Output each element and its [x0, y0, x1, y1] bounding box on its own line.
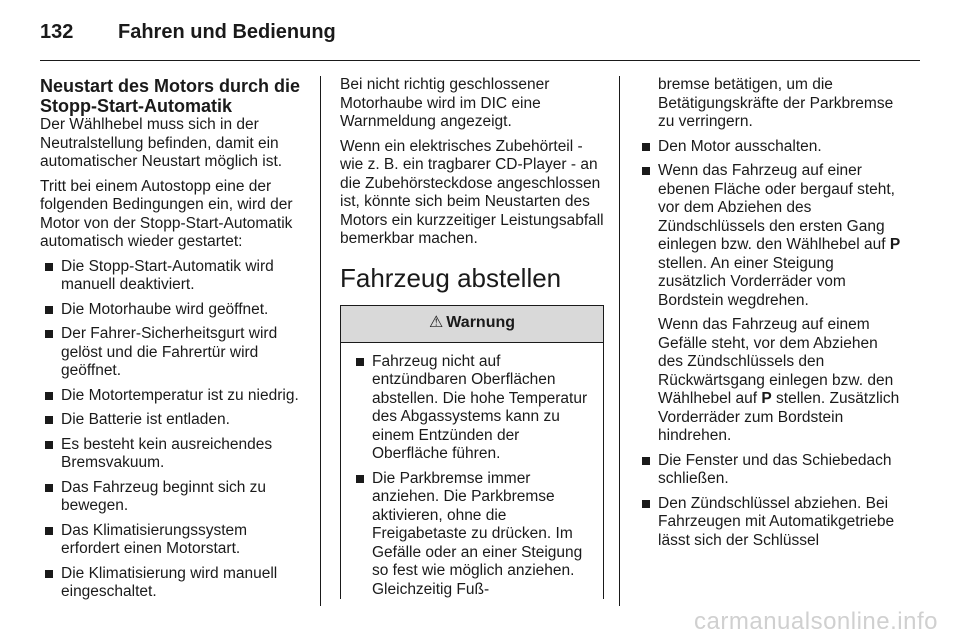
list-item: [40, 411, 304, 430]
list-item-text: Die Stopp-Start-Automatik wird manuell deaktiviert.: [61, 257, 274, 293]
list-item-text-end: stellen. An einer Steigung zusätzlich Vorderräder vom Bordstein wegdrehen.: [658, 254, 846, 309]
list-item-text: Das Fahrzeug beginnt sich zu bewegen.: [61, 478, 267, 514]
list-item-text: Fahrzeug nicht auf entzündbaren Oberflächen abstellen. Die hohe Temperatur des Abgassystems kann zu einem Entzünden der Oberfläche führen.: [372, 352, 588, 462]
paragraph: Wenn ein elektrisches Zubehörteil - wie z. B. ein tragbarer CD-Player - an die Zubehörsteckdose angeschlossen ist, könnte sich beim Neustarten des Motors ein kurzzeitiger Leistungsabfall bemerkbar machen.: [340, 137, 604, 247]
page-header: [40, 16, 920, 54]
list-item: [351, 353, 593, 464]
bullet-icon: [356, 358, 364, 366]
list-item-text: Die Motortemperatur ist zu niedrig.: [61, 386, 299, 404]
bullet-icon: [45, 527, 53, 535]
list-item-text: Die Fenster und das Schiebedach schließen.: [658, 451, 892, 487]
steps-list: [637, 138, 901, 311]
gear-position-p: P: [761, 390, 772, 407]
bullet-icon: [642, 500, 650, 508]
paragraph: Bei nicht richtig geschlossener Motorhaube wird im DIC eine Warnmeldung angezeigt.: [340, 76, 550, 130]
continuation-text: bremse betätigen, um die Betätigungskräfte der Parkbremse zu verringern.: [658, 76, 894, 130]
list-item-text: Den Zündschlüssel abziehen. Bei Fahrzeugen mit Automatikgetriebe lässt sich der Schlüssel: [658, 494, 895, 549]
list-item: [40, 258, 304, 295]
page-number: 132: [40, 21, 74, 43]
list-item: [637, 495, 901, 551]
bullet-icon: [45, 330, 53, 338]
subsection-heading: Neustart des Motors durch die Stopp-Start-Automatik: [40, 76, 301, 116]
bullet-icon: [45, 306, 53, 314]
bullet-icon: [45, 570, 53, 578]
list-item: [40, 522, 304, 559]
paragraph-text-start: Wenn das Fahrzeug auf einem Gefälle steht, vor dem Abziehen des Zündschlüssels den Rückwärtsgang einlegen bzw. den Wählhebel auf: [658, 316, 894, 407]
list-item: [637, 452, 901, 489]
list-item-text-start: Wenn das Fahrzeug auf einer ebenen Fläche oder bergauf steht, vor dem Abziehen des Zündschlüssels den ersten Gang einlegen bzw. den Wählhebel auf: [658, 162, 895, 253]
warning-title: Warnung: [446, 314, 516, 332]
list-item: [40, 387, 304, 406]
column-divider: [619, 76, 620, 606]
conditions-list: [40, 258, 304, 602]
column-2: [340, 76, 604, 605]
column-1: [40, 76, 304, 608]
column-3: [637, 76, 901, 556]
list-item-text: Den Motor ausschalten.: [658, 137, 822, 155]
bullet-icon: [45, 441, 53, 449]
warning-triangle-icon: ⚠: [428, 314, 444, 332]
list-item-text: Es besteht kein ausreichendes Bremsvakuum.: [61, 435, 273, 471]
warning-header: [341, 306, 603, 343]
list-item-text: Der Fahrer-Sicherheitsgurt wird gelöst und die Fahrertür wird geöffnet.: [61, 325, 278, 379]
list-item: [40, 479, 304, 516]
column-divider: [320, 76, 321, 606]
continuation-paragraph: [637, 316, 901, 446]
watermark: carmanualsonline.info: [694, 608, 938, 635]
list-item-text: Das Klimatisierungssystem erfordert einen Motorstart.: [61, 521, 248, 557]
warning-body: [341, 343, 603, 600]
list-item: [40, 325, 304, 381]
list-item: [40, 436, 304, 473]
bullet-icon: [45, 484, 53, 492]
bullet-icon: [356, 475, 364, 483]
bullet-icon: [45, 416, 53, 424]
header-title: Fahren und Bedienung: [118, 21, 336, 43]
steps-list: [637, 452, 901, 551]
list-item-text: Die Motorhaube wird geöffnet.: [61, 300, 269, 318]
warning-box: [340, 305, 604, 600]
section-heading: Fahrzeug abstellen: [340, 262, 562, 293]
list-item-text: Die Klimatisierung wird manuell eingeschaltet.: [61, 564, 278, 600]
bullet-icon: [45, 392, 53, 400]
paragraph-text-end: stellen. Zusätzlich Vorderräder zum Bordstein hindrehen.: [658, 390, 900, 444]
list-item: [351, 470, 593, 600]
list-item: [40, 565, 304, 602]
header-rule: [40, 60, 920, 61]
intro-paragraph: Der Wählhebel muss sich in der Neutralstellung befinden, damit ein automatischer Neustart möglich ist.: [40, 116, 283, 170]
bullet-icon: [45, 263, 53, 271]
list-item: [637, 138, 901, 157]
bullet-icon: [642, 167, 650, 175]
bullet-icon: [642, 457, 650, 465]
list-item-text: Die Batterie ist entladen.: [61, 411, 230, 428]
list-item: [637, 162, 901, 310]
warning-list: [351, 353, 593, 600]
conditions-paragraph: Tritt bei einem Autostopp eine der folgenden Bedingungen ein, wird der Motor von der Stopp-Start-Automatik automatisch wieder gestartet:: [40, 177, 293, 250]
bullet-icon: [642, 143, 650, 151]
list-item: [40, 301, 304, 320]
gear-position-p: P: [889, 236, 901, 253]
list-item-text: Die Parkbremse immer anziehen. Die Parkbremse aktivieren, ohne die Freigabetaste zu drücken. Im Gefälle oder an einer Steigung so fest wie möglich anziehen. Gleichzeitig Fuß-: [372, 469, 583, 598]
